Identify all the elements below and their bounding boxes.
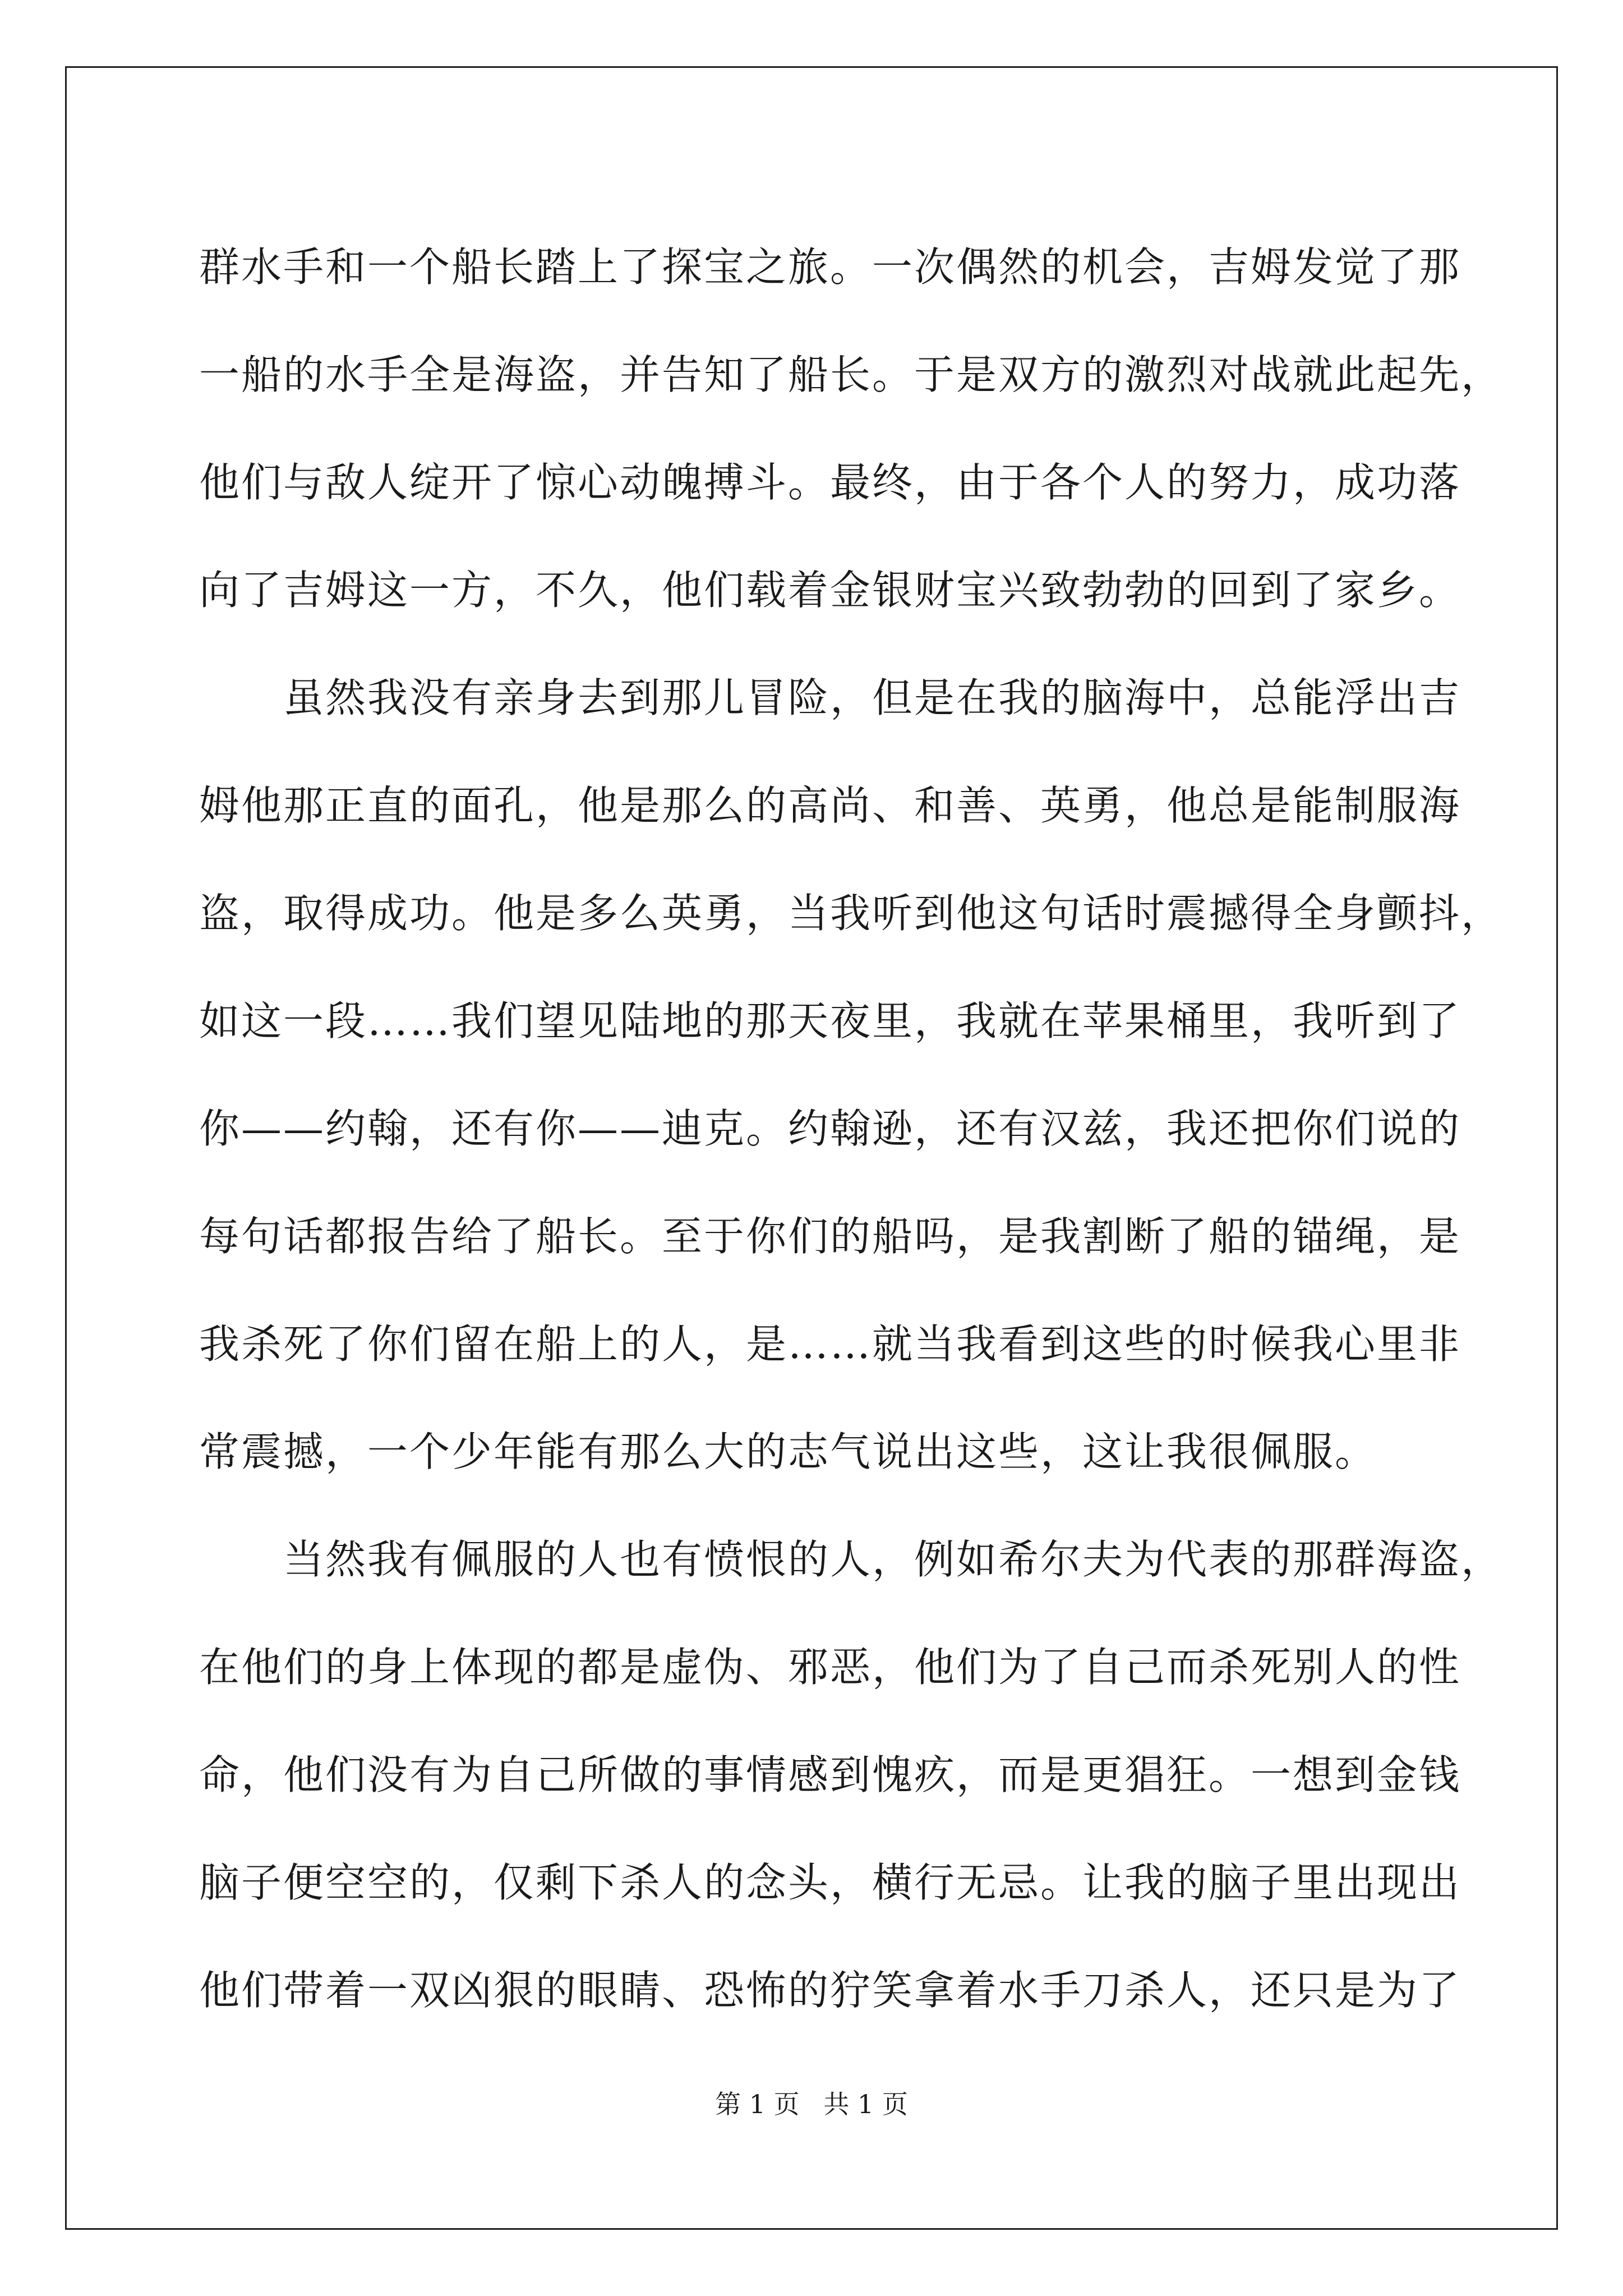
text-line: 脑子便空空的，仅剩下杀人的念头，横行无忌。让我的脑子里出现出 [199,1859,1461,1906]
text-line: 姆他那正直的面孔，他是那么的高尚、和善、英勇，他总是能制服海 [199,782,1461,829]
text-line: 虽然我没有亲身去到那儿冒险，但是在我的脑海中，总能浮出吉 [199,674,1461,721]
text-line: 群水手和一个船长踏上了探宝之旅。一次偶然的机会，吉姆发觉了那 [199,243,1461,291]
text-line: 他们与敌人绽开了惊心动魄搏斗。最终，由于各个人的努力，成功落 [199,459,1461,506]
text-line: 盗，取得成功。他是多么英勇，当我听到他这句话时震撼得全身颤抖， [199,890,1504,937]
text-line: 向了吉姆这一方，不久，他们载着金银财宝兴致勃勃的回到了家乡。 [199,567,1461,614]
text-line: 他们带着一双凶狠的眼睛、恐怖的狞笑拿着水手刀杀人，还只是为了 [199,1967,1461,2014]
text-line: 命，他们没有为自己所做的事情感到愧疚，而是更猖狂。一想到金钱 [199,1751,1461,1798]
document-body [199,213,1504,2044]
text-line: 在他们的身上体现的都是虚伪、邪恶，他们为了自己而杀死别人的性 [199,1644,1461,1691]
text-line: 如这一段……我们望见陆地的那天夜里，我就在苹果桶里，我听到了 [199,997,1461,1045]
page-footer [0,2084,1623,2121]
text-line: 每句话都报告给了船长。至于你们的船吗，是我割断了船的锚绳，是 [199,1213,1461,1260]
text-line: 常震撼，一个少年能有那么大的志气说出这些，这让我很佩服。 [199,1428,1377,1475]
text-line: 我杀死了你们留在船上的人，是……就当我看到这些的时候我心里非 [199,1320,1461,1368]
text-line: 当然我有佩服的人也有愤恨的人，例如希尔夫为代表的那群海盗， [199,1536,1504,1583]
text-line: 你——约翰，还有你——迪克。约翰逊，还有汉兹，我还把你们说的 [199,1105,1461,1152]
page-number: 第 1 页 [715,2089,800,2119]
page-total: 共 1 页 [823,2089,908,2119]
text-line: 一船的水手全是海盗，并告知了船长。于是双方的激烈对战就此起先， [199,351,1504,398]
